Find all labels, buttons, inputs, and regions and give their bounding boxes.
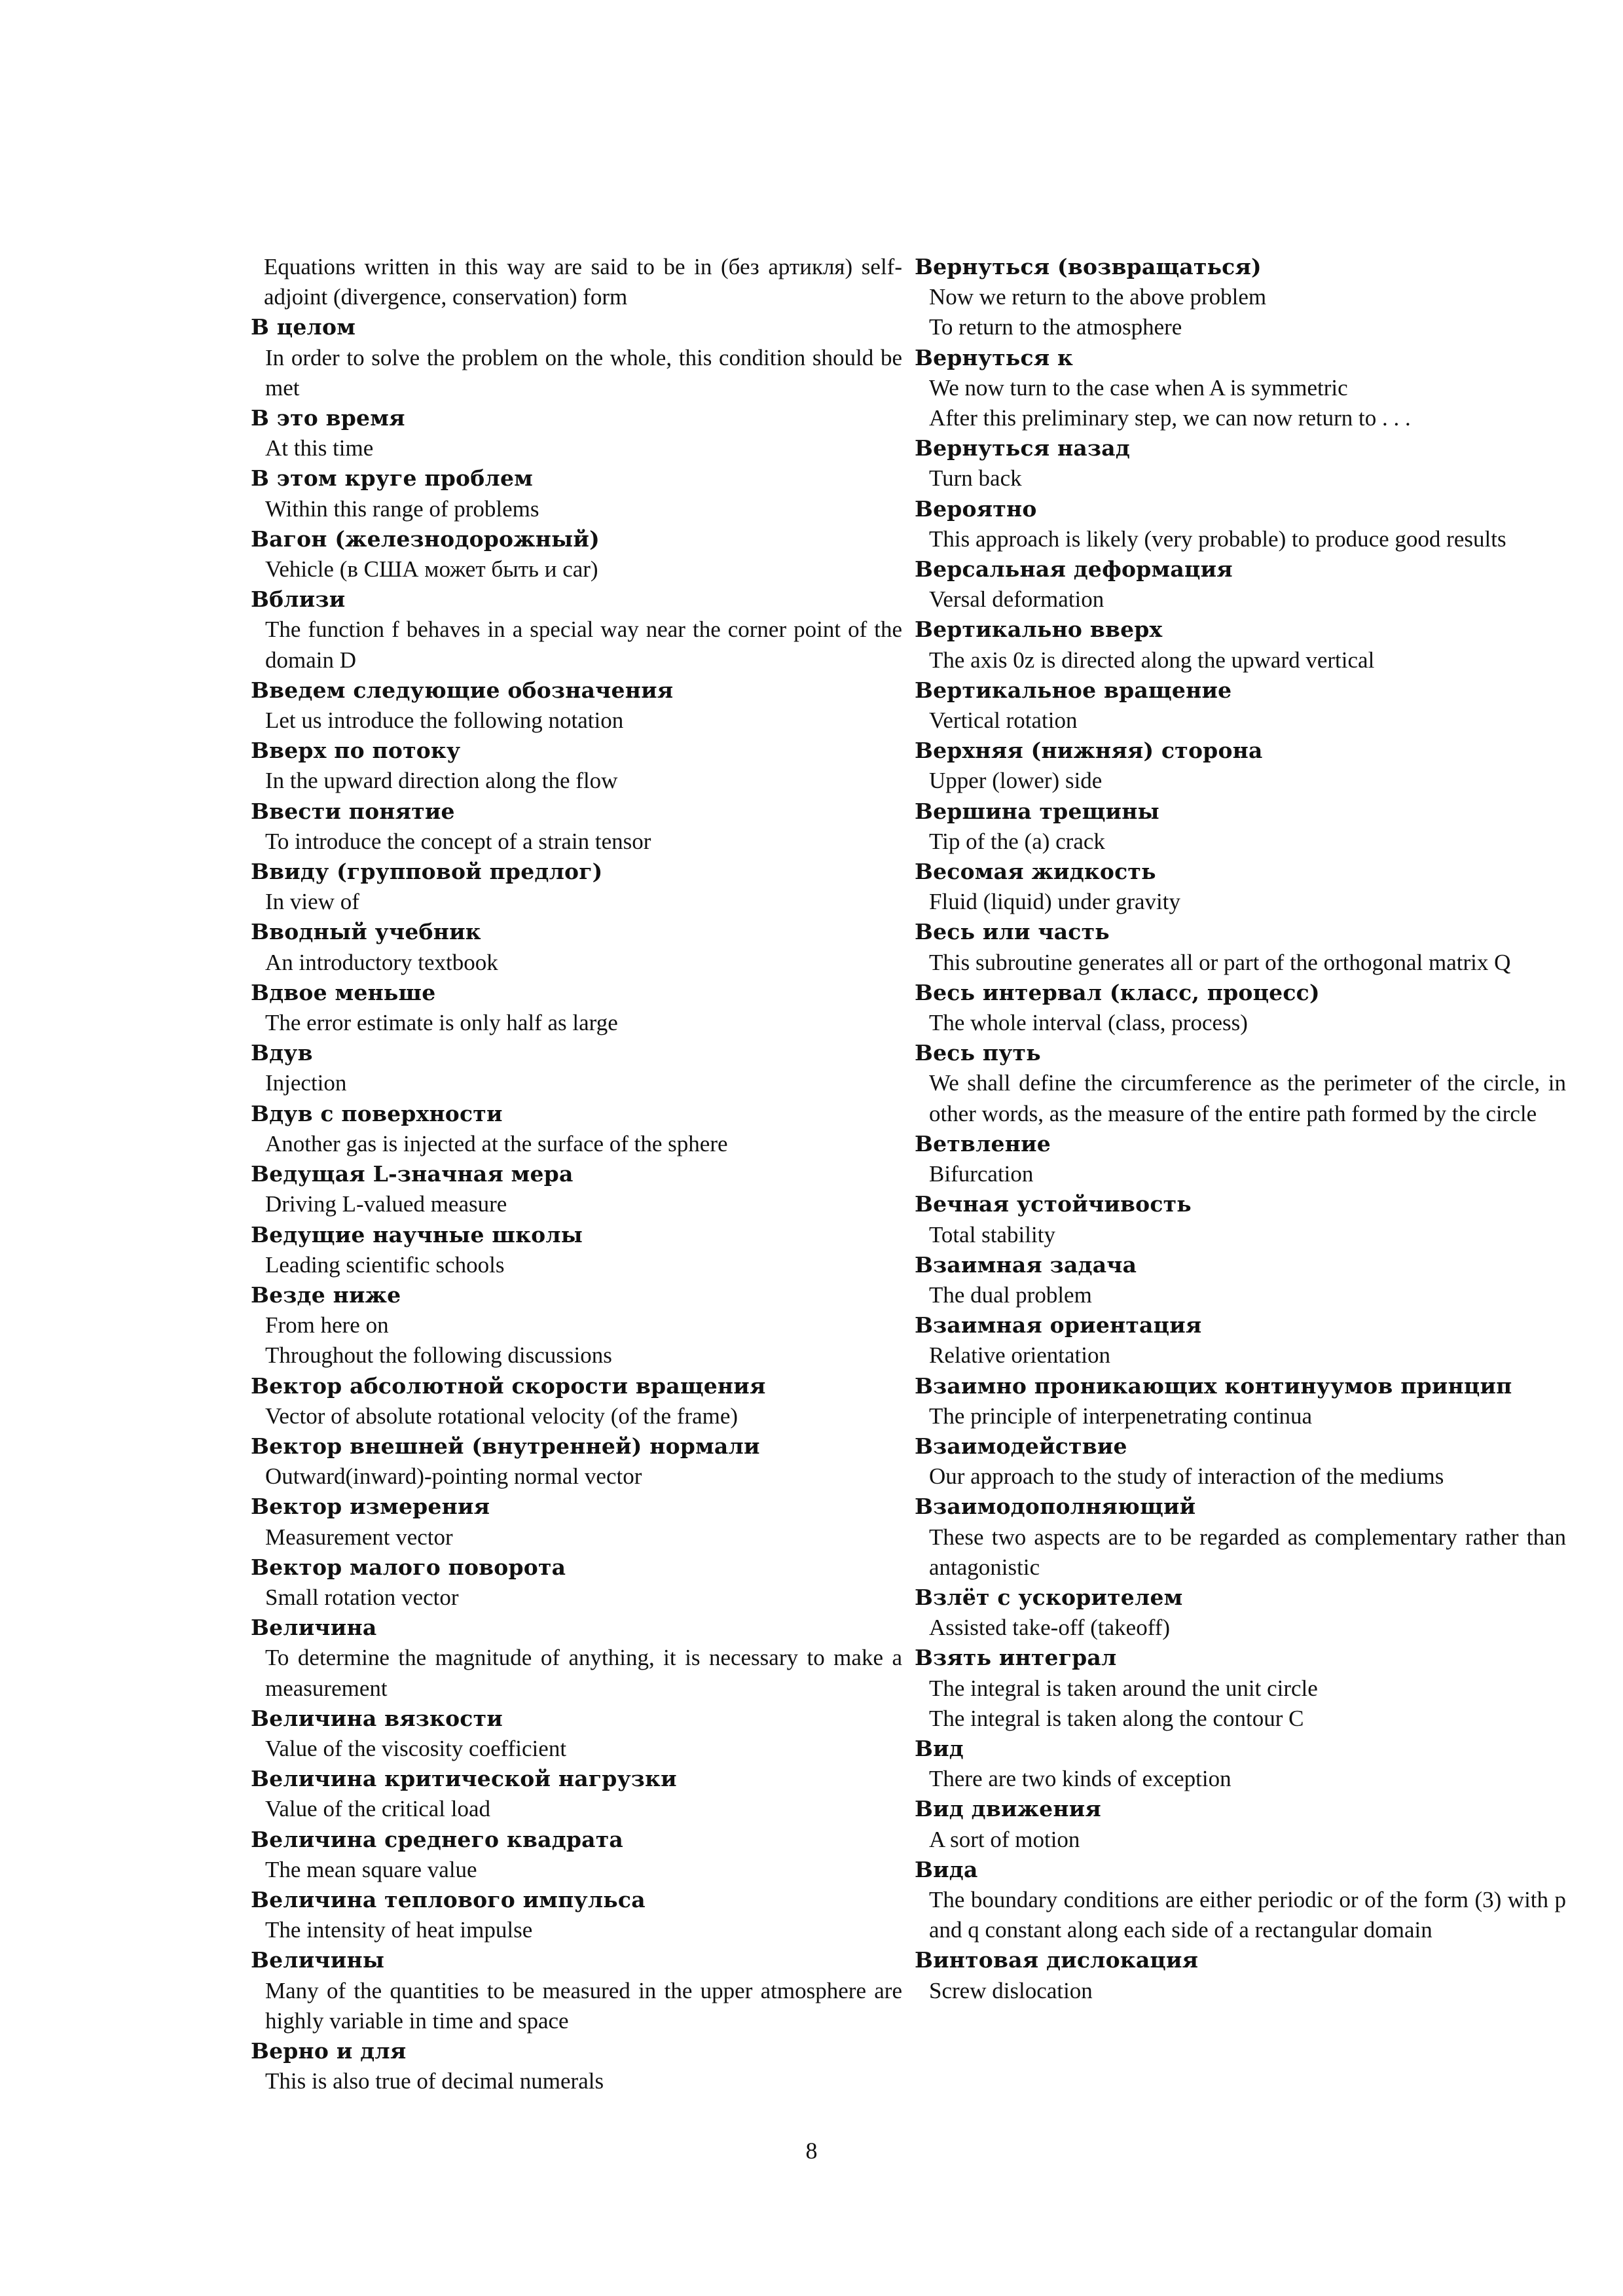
dictionary-entry [251, 1704, 902, 1764]
entry-example: A sort of motion [929, 1826, 1080, 1852]
entry-example: Now we return to the above problem [929, 284, 1267, 310]
entry-term: Вектор абсолютной скорости вращения [251, 1372, 766, 1399]
entry-term: Вагон (железнодорожный) [251, 526, 600, 552]
entry-example: Let us introduce the following notation [265, 708, 624, 734]
entry-example: Bifurcation [929, 1161, 1034, 1187]
left-column [251, 252, 902, 2096]
entry-example: We now turn to the case when A is symmetric [929, 374, 1348, 401]
entry-example: The principle of interpenetrating continua [929, 1403, 1313, 1429]
dictionary-entry [915, 917, 1566, 977]
dictionary-entry [915, 1945, 1566, 2005]
entry-example: Small rotation vector [265, 1584, 459, 1610]
entry-example: Leading scientific schools [265, 1251, 505, 1278]
entry-example: Our approach to the study of interaction of the mediums [929, 1463, 1444, 1490]
dictionary-entry [915, 1583, 1566, 1643]
entry-term: Версальная деформация [915, 556, 1233, 583]
entry-term: В целом [251, 314, 356, 340]
entry-term: Вблизи [251, 586, 346, 613]
entry-term: Вектор малого поворота [251, 1554, 566, 1580]
dictionary-entry [251, 584, 902, 675]
entry-term: Взлёт с ускорителем [915, 1584, 1183, 1610]
page-number: 8 [805, 2138, 818, 2164]
entry-term: Вектор внешней (внутренней) нормали [251, 1433, 760, 1459]
dictionary-entry [915, 554, 1566, 615]
entry-example: Upper (lower) side [929, 768, 1103, 794]
dictionary-entry [251, 1885, 902, 1945]
dictionary-entry [251, 1431, 902, 1492]
entry-example: In order to solve the problem on the whole, this condition should be met [265, 344, 902, 401]
entry-example: This approach is likely (very probable) to produce good results [929, 526, 1506, 552]
dictionary-entry [915, 675, 1566, 736]
entry-term: Ведущая L-значная мера [251, 1161, 574, 1187]
entry-example: Value of the viscosity coefficient [265, 1735, 567, 1761]
entry-term: Взаимно проникающих континуумов принцип [915, 1372, 1512, 1399]
entry-term: Введем следующие обозначения [251, 677, 674, 703]
dictionary-entry [915, 1794, 1566, 1854]
entry-example: Turn back [929, 465, 1022, 492]
dictionary-entry [915, 1038, 1566, 1129]
dictionary-entry [915, 1310, 1566, 1371]
entry-term: Ведущие научные школы [251, 1221, 583, 1247]
entry-example: This is also true of decimal numerals [265, 2068, 604, 2094]
dictionary-entry [251, 2036, 902, 2096]
dictionary-entry [915, 1855, 1566, 1946]
entry-example: Screw dislocation [929, 1977, 1093, 2003]
entry-term: Весомая жидкость [915, 859, 1156, 885]
dictionary-entry [251, 1371, 902, 1431]
dictionary-entry [251, 675, 902, 736]
entry-term: Везде ниже [251, 1282, 401, 1308]
dictionary-entry [915, 1431, 1566, 1492]
entry-term: Весь или часть [915, 919, 1110, 945]
dictionary-entry [915, 615, 1566, 675]
dictionary-entry [251, 1552, 902, 1613]
dictionary-entry [915, 797, 1566, 857]
dictionary-entry [251, 797, 902, 857]
entry-term: Вдвое меньше [251, 979, 436, 1005]
dictionary-entry [915, 1492, 1566, 1583]
dictionary-entry [251, 917, 902, 977]
entry-term: Величина теплового импульса [251, 1886, 646, 1912]
entry-term: Взаимная задача [915, 1251, 1137, 1278]
dictionary-entry [251, 1099, 902, 1159]
entry-example: We shall define the circumference as the perimeter of the circle, in other words, as the measure of the entire path formed by the circle [929, 1070, 1566, 1126]
entry-example: The mean square value [265, 1856, 477, 1882]
entry-term: Вертикально вверх [915, 617, 1163, 643]
dictionary-entry [251, 1159, 902, 1219]
entry-term: Вид [915, 1735, 964, 1761]
entry-example: Outward(inward)-pointing normal vector [265, 1463, 642, 1490]
entry-example: Vehicle (в США может быть и car) [265, 556, 598, 583]
continued-example: Equations written in this way are said to be in (без артикля) self-adjoint (divergence, conservation) form [264, 254, 902, 310]
entry-example: Total stability [929, 1221, 1055, 1247]
dictionary-entry [915, 1734, 1566, 1794]
entry-example: Fluid (liquid) under gravity [929, 889, 1180, 915]
entry-example: Within this range of problems [265, 495, 539, 522]
dictionary-entry [251, 1038, 902, 1098]
dictionary-entry [251, 463, 902, 524]
entry-term: Величина критической нагрузки [251, 1766, 677, 1792]
entry-term: Вертикальное вращение [915, 677, 1232, 703]
entry-example: Driving L-valued measure [265, 1191, 507, 1217]
entry-term: Вдув [251, 1040, 313, 1066]
dictionary-entry [915, 494, 1566, 554]
entry-term: Взаимодействие [915, 1433, 1127, 1459]
entry-example: Assisted take-off (takeoff) [929, 1615, 1171, 1641]
entry-term: Взять интеграл [915, 1645, 1117, 1671]
entry-example: Measurement vector [265, 1524, 453, 1550]
entry-example: The whole interval (class, process) [929, 1010, 1248, 1036]
entry-term: Верно и для [251, 2037, 407, 2064]
entry-term: Верхняя (нижняя) сторона [915, 738, 1263, 764]
dictionary-entry [251, 1825, 902, 1885]
dictionary-entry [915, 1189, 1566, 1249]
entry-term: Ветвление [915, 1130, 1051, 1157]
dictionary-entry [915, 433, 1566, 493]
entry-example: Injection [265, 1070, 347, 1096]
entry-example: The boundary conditions are either periodic or of the form (3) with p and q constant along each side of a rectangular domain [929, 1886, 1566, 1943]
entry-example: Another gas is injected at the surface of the sphere [265, 1130, 728, 1157]
entry-example: This subroutine generates all or part of the orthogonal matrix Q [929, 949, 1511, 975]
dictionary-entry [915, 978, 1566, 1038]
dictionary-entry [251, 736, 902, 796]
entry-example: The integral is taken around the unit circle [929, 1675, 1318, 1701]
entry-example: Versal deformation [929, 586, 1104, 613]
dictionary-entry [251, 857, 902, 917]
entry-term: Вдув с поверхности [251, 1100, 503, 1126]
entry-example: The integral is taken along the contour C [929, 1705, 1304, 1731]
entry-example: These two aspects are to be regarded as complementary rather than antagonistic [929, 1524, 1566, 1580]
entry-example: Value of the critical load [265, 1796, 491, 1822]
entry-example: An introductory textbook [265, 949, 498, 975]
entry-term: Взаимная ориентация [915, 1312, 1202, 1338]
dictionary-entry [915, 1250, 1566, 1310]
entry-term: Вектор измерения [251, 1494, 490, 1520]
entry-term: Вернуться назад [915, 435, 1131, 461]
entry-example: The axis 0z is directed along the upward vertical [929, 647, 1375, 673]
entry-example: From here on [265, 1312, 389, 1338]
entry-example: The intensity of heat impulse [265, 1917, 533, 1943]
entry-example: Vector of absolute rotational velocity (of the frame) [265, 1403, 739, 1429]
entry-term: Вершина трещины [915, 798, 1159, 824]
dictionary-entry [251, 524, 902, 584]
entry-example: In view of [265, 889, 359, 915]
entry-example: To introduce the concept of a strain tensor [265, 828, 651, 854]
dictionary-entry [915, 1129, 1566, 1189]
dictionary-entry [915, 736, 1566, 796]
entry-example: The error estimate is only half as large [265, 1010, 618, 1036]
entry-term: Винтовая дислокация [915, 1947, 1199, 1973]
dictionary-entry [915, 343, 1566, 434]
dictionary-entry [251, 978, 902, 1038]
entry-term: Вверх по потоку [251, 738, 461, 764]
entry-term: Вводный учебник [251, 919, 481, 945]
entry-term: Ввести понятие [251, 798, 455, 824]
dictionary-entry [251, 312, 902, 403]
dictionary-entry [915, 857, 1566, 917]
entry-example: There are two kinds of exception [929, 1766, 1231, 1792]
entry-example: At this time [265, 435, 374, 461]
entry-term: Ввиду (групповой предлог) [251, 859, 603, 885]
right-column [915, 252, 1566, 2006]
entry-term: Взаимодополняющий [915, 1494, 1196, 1520]
entry-term: В этом круге проблем [251, 465, 534, 492]
entry-term: В это время [251, 405, 405, 431]
entry-term: Весь интервал (класс, процесс) [915, 979, 1320, 1005]
dictionary-entry [251, 1945, 902, 2036]
entry-example: Throughout the following discussions [265, 1342, 612, 1369]
entry-example: Many of the quantities to be measured in the upper atmosphere are highly variable in time and space [265, 1977, 902, 2034]
entry-example: The function f behaves in a special way near the corner point of the domain D [265, 617, 902, 673]
entry-term: Величина среднего квадрата [251, 1826, 623, 1852]
entry-term: Величина вязкости [251, 1705, 503, 1731]
dictionary-entry [251, 1220, 902, 1280]
entry-example: In the upward direction along the flow [265, 768, 618, 794]
dictionary-entry [251, 1613, 902, 1704]
entry-example: Relative orientation [929, 1342, 1110, 1369]
dictionary-entry [251, 1280, 902, 1371]
entry-example: To determine the magnitude of anything, it is necessary to make a measurement [265, 1645, 902, 1701]
entry-term: Вид движения [915, 1796, 1101, 1822]
entry-example: To return to the atmosphere [929, 314, 1182, 340]
dictionary-entry [915, 1371, 1566, 1431]
dictionary-entry [251, 1492, 902, 1552]
dictionary-entry [251, 1764, 902, 1824]
entry-term: Вида [915, 1856, 978, 1882]
entry-term: Весь путь [915, 1040, 1041, 1066]
dictionary-entry [915, 252, 1566, 343]
entry-term: Величина [251, 1615, 377, 1641]
entry-term: Вечная устойчивость [915, 1191, 1192, 1217]
entry-term: Вероятно [915, 495, 1037, 522]
entry-example: The dual problem [929, 1282, 1092, 1308]
entry-term: Вернуться к [915, 344, 1074, 370]
dictionary-entry [251, 403, 902, 463]
entry-term: Величины [251, 1947, 385, 1973]
entry-example: Vertical rotation [929, 708, 1078, 734]
entry-example: Tip of the (a) crack [929, 828, 1105, 854]
entry-example: After this preliminary step, we can now return to . . . [929, 405, 1411, 431]
dictionary-entry [915, 1643, 1566, 1734]
entry-term: Вернуться (возвращаться) [915, 254, 1262, 279]
